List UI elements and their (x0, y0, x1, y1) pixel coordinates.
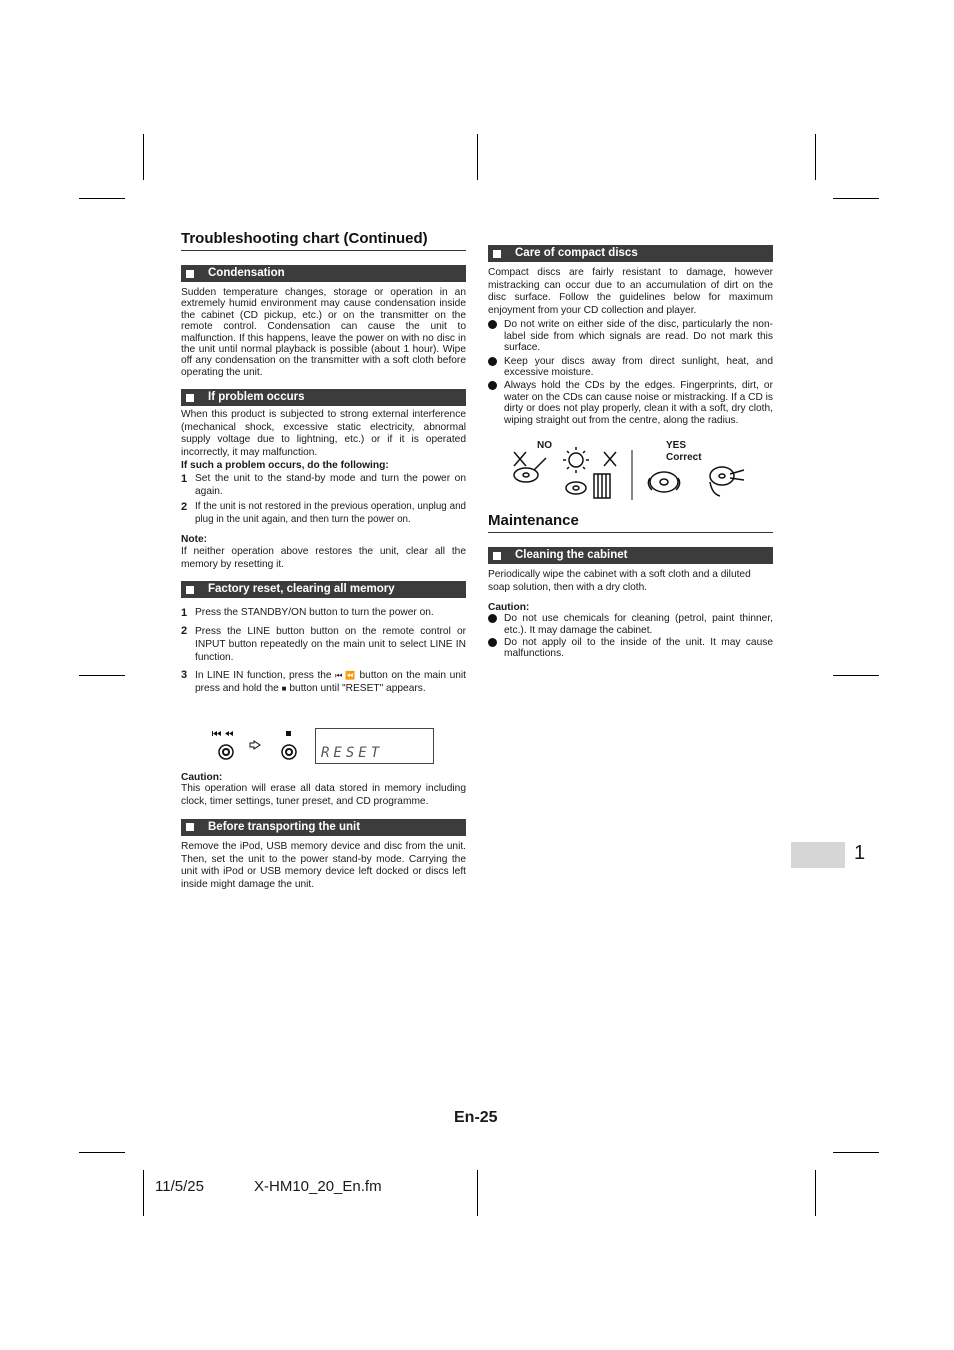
right-column (488, 245, 773, 426)
footer-date: 11/5/25 (155, 1178, 204, 1195)
bullet-dot-icon (488, 357, 497, 366)
step-text-part: button on the main unit press and hold the (195, 670, 466, 694)
step-number: 2 (181, 625, 188, 637)
lcd-display (315, 728, 434, 764)
crop-mark (79, 675, 125, 676)
condensation-heading-text: Condensation (208, 267, 285, 279)
step-text: Press the LINE button button on the remote control or INPUT button repeatedly on the main unit to select LINE IN function. (195, 626, 466, 663)
step-text: If the unit is not restored in the previous operation, unplug and plug in the unit again, and then turn the power on. (195, 501, 466, 525)
square-bullet-icon (186, 823, 194, 831)
crop-mark (815, 134, 816, 180)
reset-caution-body: This operation will erase all data stored in memory including clock, timer settings, tuner preset, and CD programme. (181, 783, 466, 807)
bullet-text: Always hold the CDs by the edges. Fingerprints, dirt, or water on the CDs can cause noise or mistracking. If a CD is dirty or does not play properly, clean it with a soft, dry cloth, wiping straight out from the centre, along the radius. (504, 380, 773, 426)
troubleshooting-title: Troubleshooting chart (Continued) (181, 230, 466, 251)
step-text-part: button until "RESET" appears. (289, 683, 426, 694)
reset-step (181, 607, 466, 620)
maintenance-section (488, 512, 773, 660)
reset-step (181, 669, 466, 695)
care-heading (488, 245, 773, 262)
chapter-number: 1 (854, 842, 866, 864)
yes-label: YES (666, 440, 687, 451)
cabinet-caution-label: Caution: (488, 601, 530, 613)
no-label: NO (537, 440, 552, 451)
problem-heading (181, 389, 466, 406)
step-text: Set the unit to the stand-by mode and turn the power on again. (195, 473, 466, 497)
crop-mark (833, 198, 879, 199)
bullet-text: Do not write on either side of the disc, particularly the non-label side from which signals are read. Do not mark this surface. (504, 319, 773, 354)
crop-mark (79, 198, 125, 199)
condensation-body: Sudden temperature changes, storage or operation in an extremely humid environment may cause condensation inside the cabinet (CD pickup, etc.) or on the transmitter on the remote control. Condensation can cause the unit to malfunction. If this happens, leave the power on with no disc in the unit until normal playback is possible (about 1 hour). Wipe off any condensation on the transmitter with a soft cloth before operating the unit. (181, 287, 466, 378)
bullet-text: Keep your discs away from direct sunlight, heat, and excessive moisture. (504, 355, 773, 378)
bullet-dot-icon (488, 638, 497, 647)
step-text: Press the STANDBY/ON button to turn the power on. (195, 607, 434, 619)
left-column-lower (181, 772, 466, 892)
cd-handling-icon (504, 438, 754, 502)
correct-label: Correct (666, 452, 702, 463)
skip-back-icon: ⏮ ⏪ (335, 671, 356, 680)
crop-mark (833, 675, 879, 676)
reset-button-illustration (210, 728, 320, 764)
square-bullet-icon (186, 586, 194, 594)
square-bullet-icon (493, 552, 501, 560)
care-heading-text: Care of compact discs (515, 247, 638, 259)
cabinet-heading-text: Cleaning the cabinet (515, 549, 628, 561)
reset-step (181, 625, 466, 664)
step-number: 1 (181, 607, 188, 620)
reset-caution-label: Caution: (181, 772, 223, 783)
crop-mark (477, 134, 478, 180)
care-bullet (488, 319, 773, 353)
crop-mark (833, 1152, 879, 1153)
transport-heading-text: Before transporting the unit (208, 820, 361, 833)
problem-subhead: If such a problem occurs, do the following: (181, 459, 389, 471)
note-label: Note: (181, 534, 208, 546)
crop-mark (143, 1170, 144, 1216)
transport-body: Remove the iPod, USB memory device and disc from the unit. Then, set the unit to the power stand-by mode. Carrying the unit with iPod or USB memory device left docked or discs left inside might damage the unit. (181, 840, 466, 891)
care-bullet (488, 380, 773, 426)
reset-heading-text: Factory reset, clearing all memory (208, 583, 395, 596)
transport-heading (181, 819, 466, 836)
crop-mark (79, 1152, 125, 1153)
cd-care-illustration (504, 438, 754, 502)
bullet-dot-icon (488, 381, 497, 390)
crop-mark (477, 1170, 478, 1216)
bullet-text: Do not use chemicals for cleaning (petrol, paint thinner, etc.). It may damage the cabinet. (504, 613, 773, 636)
cabinet-bullet (488, 637, 773, 660)
cabinet-body: Periodically wipe the cabinet with a soft cloth and a diluted soap solution, then with a dry cloth. (488, 569, 751, 593)
step-number: 1 (181, 473, 188, 486)
step-text (195, 669, 466, 695)
left-column (181, 230, 466, 695)
square-bullet-icon (186, 270, 194, 278)
note-body: If neither operation above restores the unit, clear all the memory by resetting it. (181, 545, 466, 570)
condensation-heading (181, 265, 466, 282)
care-bullet (488, 356, 773, 379)
maintenance-title: Maintenance (488, 512, 773, 533)
step-number: 3 (181, 669, 188, 681)
problem-step (181, 473, 466, 498)
stop-icon: ■ (281, 684, 287, 693)
problem-heading-text: If problem occurs (208, 391, 305, 404)
square-bullet-icon (493, 250, 501, 258)
square-bullet-icon (186, 394, 194, 402)
lcd-text: RESET (321, 745, 384, 761)
chapter-tab (791, 842, 845, 868)
cabinet-bullet (488, 613, 773, 636)
bullet-dot-icon (488, 320, 497, 329)
problem-body: When this product is subjected to strong external interference (mechanical shock, excessive static electricity, abnormal supply voltage due to lightning, etc.) or if it is operated incorrectly, it may malfunction. (181, 409, 466, 459)
step-text-part: In LINE IN function, press the (195, 670, 332, 681)
problem-step (181, 501, 466, 526)
crop-mark (143, 134, 144, 180)
page-number: En-25 (454, 1109, 498, 1126)
step-number: 2 (181, 501, 188, 514)
reset-heading (181, 581, 466, 598)
cabinet-heading (488, 547, 773, 564)
buttons-icon (210, 728, 320, 764)
footer-filename: X-HM10_20_En.fm (254, 1178, 382, 1195)
bullet-text: Do not apply oil to the inside of the unit. It may cause malfunctions. (504, 637, 773, 660)
bullet-dot-icon (488, 614, 497, 623)
care-body: Compact discs are fairly resistant to damage, however mistracking can occur due to an accumulation of dirt on the disc surface. Follow the guidelines below for maximum enjoyment from your CD collection and player. (488, 267, 773, 316)
crop-mark (815, 1170, 816, 1216)
